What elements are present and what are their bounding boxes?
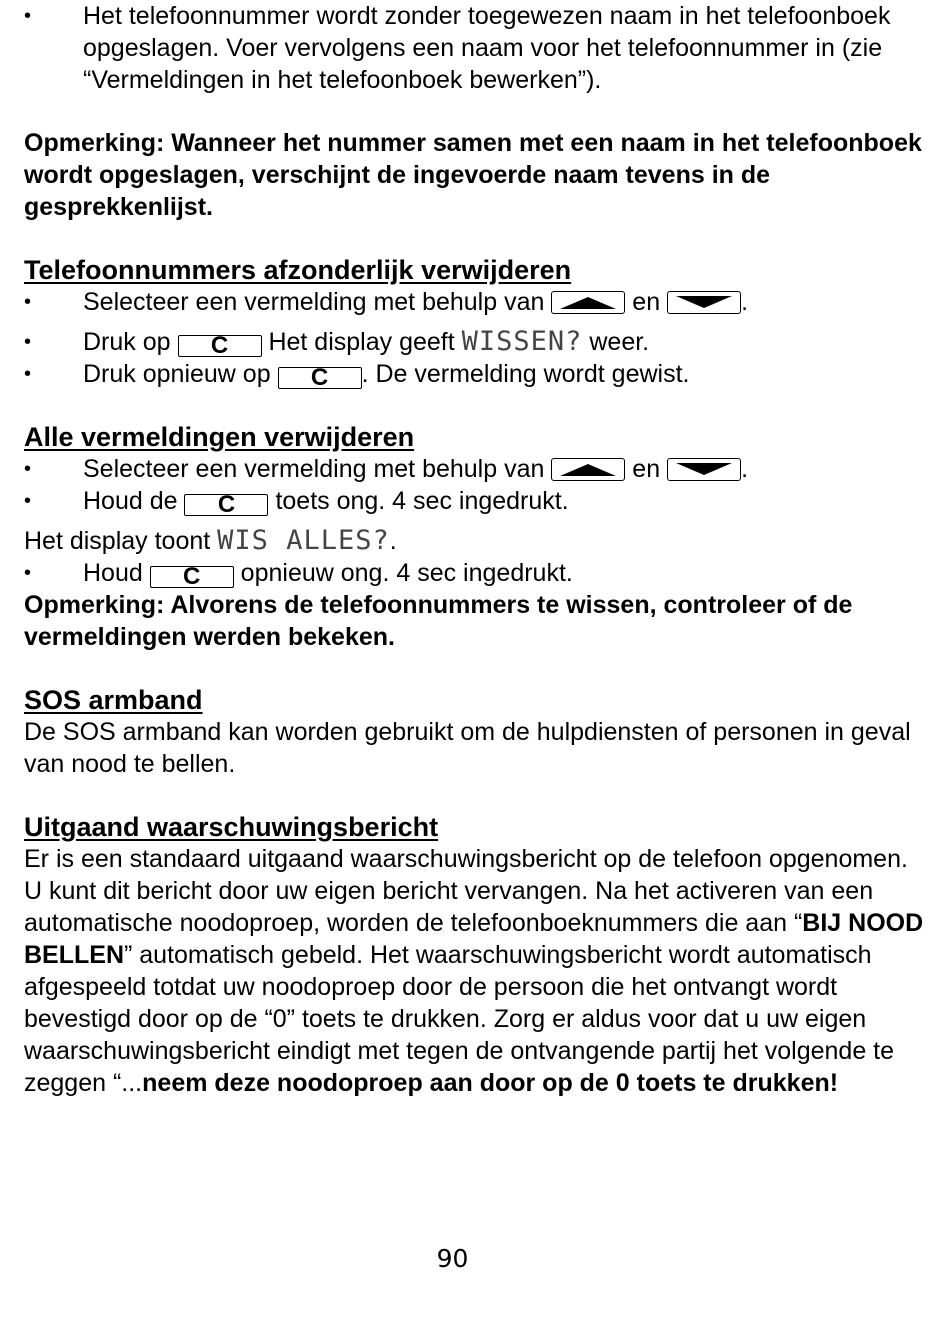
bold-text: neem deze noodoproep aan door op de 0 toets te drukken! bbox=[142, 1069, 839, 1097]
delete-all-step-1 bbox=[24, 453, 924, 485]
step-text: Druk opnieuw op bbox=[83, 360, 271, 388]
step-text: Het display geeft bbox=[268, 328, 455, 356]
intro-bullet bbox=[24, 0, 924, 96]
delete-all-step-2 bbox=[24, 485, 924, 517]
bold-text: BIJ NOOD BELLEN bbox=[24, 909, 924, 969]
c-key-icon: C bbox=[278, 367, 362, 389]
bullet-marker: • bbox=[24, 291, 32, 313]
step-text: Het display toont bbox=[24, 527, 211, 555]
bullet-marker: • bbox=[24, 5, 32, 27]
delete-all-note: Opmerking: Alvorens de telefoonnummers te wissen, controleer of de vermeldingen werden bekeken. bbox=[24, 591, 853, 651]
down-key-icon bbox=[667, 458, 741, 481]
c-key-icon: C bbox=[150, 566, 234, 588]
step-text: Selecteer een vermelding met behulp van bbox=[83, 288, 545, 316]
paragraph-text: ” automatisch gebeld. Het waarschuwingsbericht wordt automatisch afgespeeld totdat uw noodoproep door de persoon die het ontvangt wordt bevestigd door op de “0” toets te drukken. Zorg er aldus voor dat u uw eigen waarschuwingsbericht eindigt met tegen de ontvangende partij het volgende te zeggen “... bbox=[24, 941, 895, 1097]
bullet-marker: • bbox=[24, 562, 32, 584]
delete-single-step-3 bbox=[24, 358, 924, 390]
bullet-marker: • bbox=[24, 490, 32, 512]
heading-delete-all: Alle vermeldingen verwijderen bbox=[24, 422, 415, 452]
step-text: en bbox=[632, 288, 661, 316]
warning-paragraph-1: Er is een standaard uitgaand waarschuwingsbericht op de telefoon opgenomen. bbox=[24, 845, 908, 873]
step-text: toets ong. 4 sec ingedrukt. bbox=[275, 487, 569, 515]
heading-sos: SOS armband bbox=[24, 685, 203, 715]
intro-bullet-text: Het telefoonnummer wordt zonder toegewezen naam in het telefoonboek opgeslagen. Voer vervolgens een naam voor het telefoonnummer in (zie “Vermeldingen in het telefoonboek bewerken”). bbox=[83, 2, 891, 94]
delete-single-step-2 bbox=[24, 326, 924, 358]
sos-text: De SOS armband kan worden gebruikt om de hulpdiensten of personen in geval van nood te bellen. bbox=[24, 718, 911, 778]
step-text: Druk op bbox=[83, 328, 171, 356]
c-key-icon: C bbox=[184, 494, 268, 516]
delete-all-step-3 bbox=[24, 557, 924, 589]
heading-delete-single: Telefoonnummers afzonderlijk verwijderen bbox=[24, 255, 572, 285]
manual-page bbox=[24, 0, 924, 1099]
step-text: Houd bbox=[83, 559, 143, 587]
step-text: . De vermelding wordt gewist. bbox=[361, 360, 690, 388]
step-text: Houd de bbox=[83, 487, 178, 515]
up-key-icon bbox=[551, 458, 625, 481]
step-text: . bbox=[741, 288, 749, 316]
paragraph-text: U kunt dit bericht door uw eigen bericht vervangen. Na het activeren van een automatische noodoproep, worden de telefoonboeknummers die aan “ bbox=[24, 877, 874, 937]
step-text: Selecteer een vermelding met behulp van bbox=[83, 455, 545, 483]
step-text: . bbox=[741, 455, 749, 483]
delete-single-step-1 bbox=[24, 286, 924, 318]
step-text: en bbox=[632, 455, 661, 483]
step-text: opnieuw ong. 4 sec ingedrukt. bbox=[240, 559, 573, 587]
bullet-marker: • bbox=[24, 331, 32, 353]
heading-warning-message: Uitgaand waarschuwingsbericht bbox=[24, 812, 439, 842]
down-key-icon bbox=[667, 291, 741, 314]
intro-note: Opmerking: Wanneer het nummer samen met een naam in het telefoonboek wordt opgeslagen, verschijnt de ingevoerde naam tevens in de gesprekkenlijst. bbox=[24, 129, 922, 221]
step-text: . bbox=[389, 527, 397, 555]
delete-all-display-line bbox=[24, 525, 924, 557]
bullet-marker: • bbox=[24, 363, 32, 385]
warning-paragraph-2 bbox=[24, 875, 924, 1099]
bullet-marker: • bbox=[24, 458, 32, 480]
display-text-wissen: WISSEN? bbox=[461, 326, 583, 357]
step-text: weer. bbox=[589, 328, 650, 356]
page-number: 90 bbox=[436, 1244, 469, 1273]
display-text-wis-alles: WIS ALLES? bbox=[217, 525, 390, 556]
up-key-icon bbox=[551, 291, 625, 314]
c-key-icon: C bbox=[178, 335, 262, 357]
